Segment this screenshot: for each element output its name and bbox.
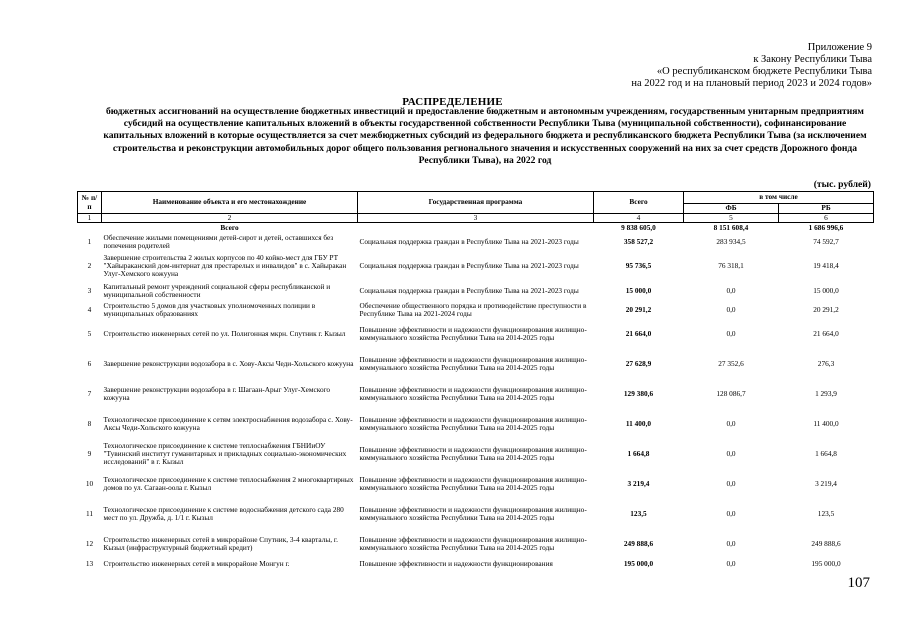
appendix-block bbox=[452, 42, 872, 90]
row-rb: 15 000,0 bbox=[813, 285, 839, 295]
row-number: 2 bbox=[87, 261, 92, 271]
col-header-including: в том числе bbox=[684, 192, 874, 204]
program-name: Повышение эффективности и надежности функционирования bbox=[359, 559, 553, 569]
row-rb: 3 219,4 bbox=[815, 479, 837, 489]
col-number: 1 bbox=[78, 214, 102, 223]
object-name: Технологическое присоединение к системе водоснабжения детского сада 280 мест по ул. Дружба, д. 1/1 г. Кызыл bbox=[103, 505, 344, 523]
program-name: Социальная поддержка граждан в Республике Тыва на 2021-2023 годы bbox=[359, 261, 579, 271]
document-title: РАСПРЕДЕЛЕНИЕ bbox=[402, 96, 503, 108]
row-fb: 0,0 bbox=[726, 304, 736, 314]
row-fb: 0,0 bbox=[726, 285, 736, 295]
table-row bbox=[78, 439, 874, 469]
row-total: 358 527,2 bbox=[623, 236, 654, 246]
total-row bbox=[78, 223, 874, 233]
program-name: Повышение эффективности и надежности функционирования жилищно-коммунального хозяйства Республики Тыва на 2014-2025 годы bbox=[359, 385, 587, 403]
table-row bbox=[78, 499, 874, 529]
row-number: 8 bbox=[87, 419, 92, 429]
program-name: Повышение эффективности и надежности функционирования жилищно-коммунального хозяйства Республики Тыва на 2014-2025 годы bbox=[359, 535, 587, 553]
total-label: Всего bbox=[220, 222, 239, 232]
row-rb: 20 291,2 bbox=[813, 304, 839, 314]
col-header-num: № п/п bbox=[78, 192, 102, 214]
row-total: 21 664,0 bbox=[625, 329, 652, 339]
col-header-fb: ФБ bbox=[684, 204, 779, 214]
appendix-line: на 2022 год и на плановый период 2023 и 2024 годов» bbox=[631, 78, 872, 89]
row-number: 10 bbox=[85, 479, 94, 489]
row-total: 95 736,5 bbox=[625, 261, 652, 271]
row-total: 123,5 bbox=[630, 509, 647, 519]
row-total: 1 664,8 bbox=[627, 449, 650, 459]
program-name: Повышение эффективности и надежности функционирования жилищно-коммунального хозяйства Республики Тыва на 2014-2025 годы bbox=[359, 325, 587, 343]
object-name: Технологическое присоединение к системе теплоснабжения 2 многоквартирных домов по ул. Сагаан-оола г. Кызыл bbox=[103, 475, 354, 493]
row-total: 20 291,2 bbox=[625, 304, 652, 314]
row-fb: 0,0 bbox=[726, 539, 736, 549]
program-name: Повышение эффективности и надежности функционирования жилищно-коммунального хозяйства Республики Тыва на 2014-2025 годы bbox=[359, 415, 587, 433]
row-total: 15 000,0 bbox=[625, 285, 652, 295]
program-name: Повышение эффективности и надежности функционирования жилищно-коммунального хозяйства Республики Тыва на 2014-2025 годы bbox=[359, 475, 587, 493]
col-number: 4 bbox=[594, 214, 684, 223]
column-number-row bbox=[78, 214, 874, 223]
table-row bbox=[78, 349, 874, 379]
row-number: 1 bbox=[87, 236, 92, 246]
program-name: Повышение эффективности и надежности функционирования жилищно-коммунального хозяйства Республики Тыва на 2014-2025 годы bbox=[359, 355, 587, 373]
row-rb: 1 293,9 bbox=[815, 389, 837, 399]
row-total: 11 400,0 bbox=[625, 419, 652, 429]
row-rb: 195 000,0 bbox=[811, 559, 841, 569]
table-row bbox=[78, 232, 874, 251]
table-row bbox=[78, 251, 874, 281]
row-rb: 21 664,0 bbox=[813, 329, 839, 339]
row-fb: 0,0 bbox=[726, 559, 736, 569]
col-header-total: Всего bbox=[594, 192, 684, 214]
row-number: 3 bbox=[87, 285, 92, 295]
row-rb: 11 400,0 bbox=[813, 419, 839, 429]
table-row bbox=[78, 379, 874, 409]
table-body bbox=[78, 223, 874, 570]
row-total: 3 219,4 bbox=[627, 479, 650, 489]
object-name: Завершение строительства 2 жилых корпусов по 40 койко-мест для ГБУ РТ "Хайыраканский дом-интернат для престарелых и инвалидов" в с. Хайыракан Улуг-Хемского кожууна bbox=[103, 252, 347, 279]
row-total: 195 000,0 bbox=[623, 559, 654, 569]
row-rb: 276,3 bbox=[817, 359, 835, 369]
table-row bbox=[78, 319, 874, 349]
col-header-rb: РБ bbox=[779, 204, 874, 214]
row-rb: 19 418,4 bbox=[813, 261, 839, 271]
program-name: Социальная поддержка граждан в Республике Тыва на 2021-2023 годы bbox=[359, 285, 579, 295]
table-row bbox=[78, 469, 874, 499]
object-name: Строительство инженерных сетей в микрорайоне Монгун г. bbox=[103, 559, 290, 569]
col-header-object: Наименование объекта и его местонахождение bbox=[102, 192, 358, 214]
appendix-line: «О республиканском бюджете Республики Тыва bbox=[656, 66, 872, 77]
units-label: (тыс. рублей) bbox=[813, 179, 871, 190]
col-number: 6 bbox=[779, 214, 874, 223]
object-name: Завершение реконструкции водозабора в г. Шагаан-Арыг Улуг-Хемского кожууна bbox=[103, 385, 331, 403]
row-total: 249 888,6 bbox=[623, 539, 654, 549]
row-number: 9 bbox=[87, 449, 92, 459]
program-name: Обеспечение общественного порядка и противодействие преступности в Республике Тыва на 2021-2024 годы bbox=[359, 300, 587, 318]
row-fb: 0,0 bbox=[726, 479, 736, 489]
row-total: 27 628,9 bbox=[625, 359, 652, 369]
document-subtitle: бюджетных ассигнований на осуществление бюджетных инвестиций и предоставление бюджетным и автономным учреждениям, государственным унитарным предприятиям субсидий на осуществление капитальных вложений в объекты государственной собственности Республики Тыва (муниципальной собственности), софинансирование капитальных вложений в которые осуществляется за счет межбюджетных субсидий из федерального бюджета и республиканского бюджета Республики Тыва (за исключением строительства и реконструкции автомобильных дорог общего пользования регионального значения и искусственных сооружений на них за счет средств Дорожного фонда Республики Тыва), на 2022 год bbox=[103, 106, 867, 166]
object-name: Обеспечение жилыми помещениями детей-сирот и детей, оставшихся без попечения родителей bbox=[103, 232, 334, 250]
table-row bbox=[78, 559, 874, 569]
row-number: 11 bbox=[85, 509, 94, 519]
row-rb: 123,5 bbox=[817, 509, 835, 519]
row-fb: 128 086,7 bbox=[716, 389, 746, 399]
row-number: 5 bbox=[87, 329, 92, 339]
object-name: Капитальный ремонт учреждений социальной сферы республиканской и муниципальной собственности bbox=[103, 281, 331, 299]
table-row bbox=[78, 529, 874, 559]
object-name: Технологическое присоединение к сетям электроснабжения водозабора с. Хову-Аксы Чеди-Хольского кожууна bbox=[103, 415, 353, 433]
row-fb: 27 352,6 bbox=[718, 359, 744, 369]
table-row bbox=[78, 281, 874, 300]
row-fb: 0,0 bbox=[726, 449, 736, 459]
row-number: 4 bbox=[87, 304, 92, 314]
total-sum: 9 838 605,0 bbox=[621, 222, 656, 232]
table-row bbox=[78, 300, 874, 319]
col-number: 5 bbox=[684, 214, 779, 223]
appendix-line: к Закону Республики Тыва bbox=[753, 54, 872, 65]
row-rb: 1 664,8 bbox=[815, 449, 837, 459]
row-fb: 0,0 bbox=[726, 509, 736, 519]
row-rb: 74 592,7 bbox=[813, 236, 839, 246]
row-fb: 0,0 bbox=[726, 419, 736, 429]
row-fb: 0,0 bbox=[726, 329, 736, 339]
row-number: 12 bbox=[85, 539, 94, 549]
distribution-table bbox=[77, 191, 874, 569]
total-rb: 1 686 996,6 bbox=[808, 222, 844, 232]
col-number: 2 bbox=[102, 214, 358, 223]
table-header bbox=[78, 192, 874, 223]
program-name: Повышение эффективности и надежности функционирования жилищно-коммунального хозяйства Республики Тыва на 2014-2025 годы bbox=[359, 445, 587, 463]
row-number: 6 bbox=[87, 359, 92, 369]
row-number: 13 bbox=[85, 559, 94, 569]
row-rb: 249 888,6 bbox=[811, 539, 841, 549]
object-name: Строительство инженерных сетей по ул. Полигонная мкрн. Спутник г. Кызыл bbox=[103, 329, 346, 339]
row-fb: 76 318,1 bbox=[718, 261, 744, 271]
object-name: Завершение реконструкции водозабора в с. Хову-Аксы Чеди-Хольского кожууна bbox=[103, 359, 354, 369]
appendix-line: Приложение 9 bbox=[807, 42, 872, 53]
object-name: Строительство инженерных сетей в микрорайоне Спутник, 3-4 кварталы, г. Кызыл (инфраструктурный бюджетный кредит) bbox=[103, 535, 338, 553]
program-name: Повышение эффективности и надежности функционирования жилищно-коммунального хозяйства Республики Тыва на 2014-2025 годы bbox=[359, 505, 587, 523]
page-number: 107 bbox=[847, 575, 870, 591]
row-total: 129 380,6 bbox=[623, 389, 654, 399]
row-number: 7 bbox=[87, 389, 92, 399]
object-name: Технологическое присоединение к системе теплоснабжения ГБНИиОУ "Тувинский институт гуманитарных и прикладных социально-экономических исследований" в г. Кызыл bbox=[103, 440, 347, 467]
object-name: Строительство 5 домов для участковых уполномоченных полиции в муниципальных образованиях bbox=[103, 300, 316, 318]
col-header-program: Государственная программа bbox=[358, 192, 594, 214]
row-fb: 283 934,5 bbox=[716, 236, 746, 246]
total-fb: 8 151 608,4 bbox=[713, 222, 749, 232]
table-row bbox=[78, 409, 874, 439]
col-number: 3 bbox=[358, 214, 594, 223]
program-name: Социальная поддержка граждан в Республике Тыва на 2021-2023 годы bbox=[359, 236, 579, 246]
